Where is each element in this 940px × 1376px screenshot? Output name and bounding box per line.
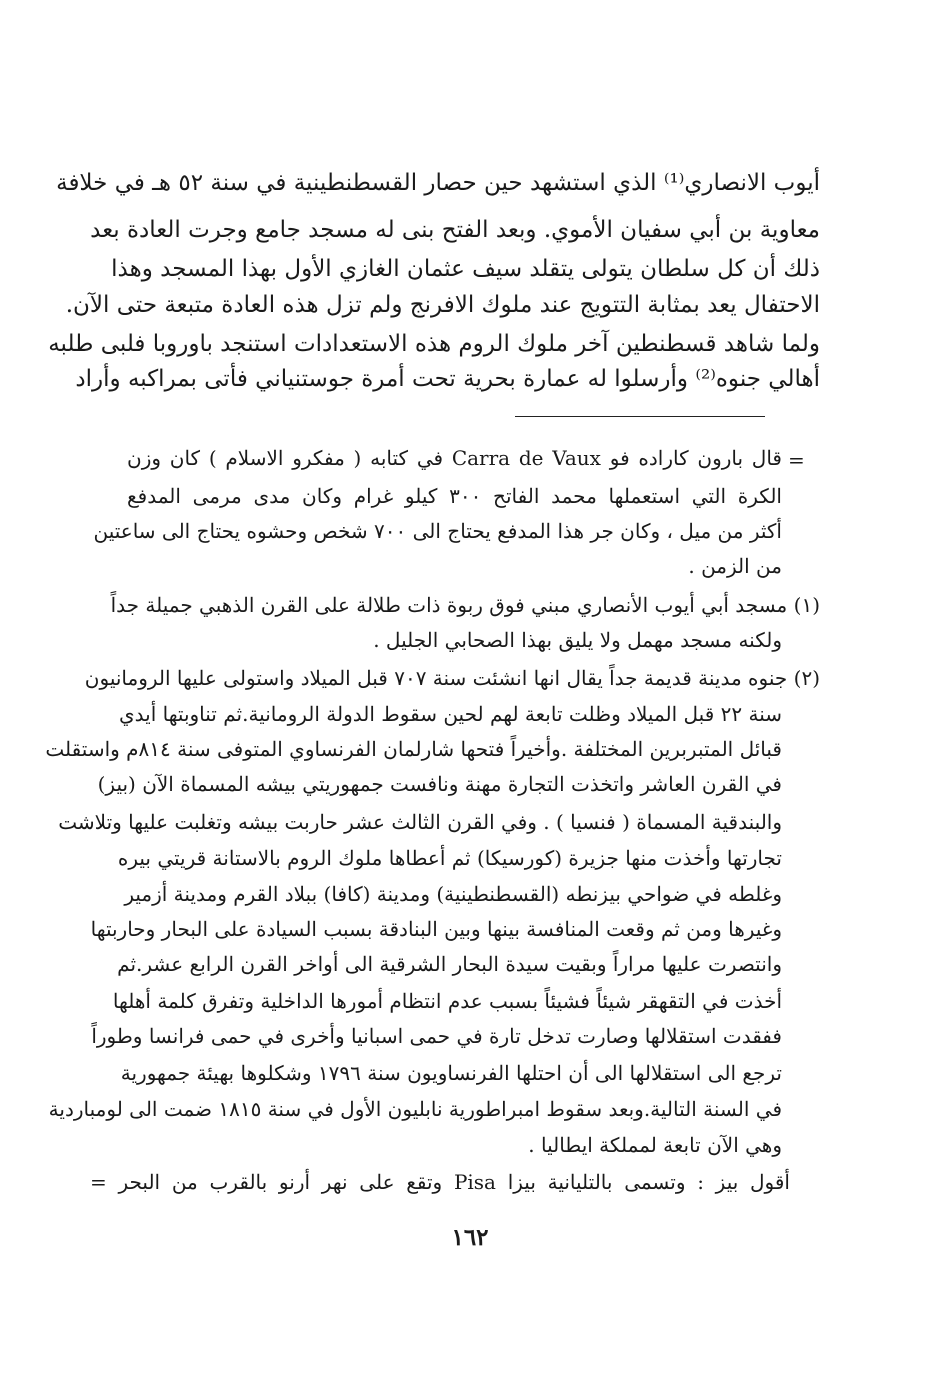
footnote-1-line: ولكنه مسجد مهمل ولا يليق بهذا الصحابي الجليل .	[373, 628, 782, 652]
footnote-cont-line: من الزمن .	[688, 554, 782, 578]
footnote-cont-line: أكثر من ميل ، وكان جر هذا المدفع يحتاج الى ٧٠٠ شخص وحشوه يحتاج الى ساعتين	[93, 519, 782, 543]
body-line: أيوب الانصاري⁽¹⁾ الذي استشهد حين حصار القسطنطينية في سنة ٥٢ هـ في خلافة	[56, 170, 820, 196]
footnote-1-line: (١) مسجد أبي أيوب الأنصاري مبني فوق ربوة ذات طلالة على القرن الذهبي جميلة جداً	[110, 593, 820, 617]
footnote-2-line: ترجع الى استقلالها الى أن احتلها الفرنساويون سنة ١٧٩٦ وشكلوها بهيئة جمهورية	[120, 1061, 782, 1085]
continuation-mark: =	[788, 448, 805, 472]
footnote-2-line: ففقدت استقلالها وصارت تدخل تارة في حمى اسبانيا وأخرى في حمى فرانسا وطوراً	[91, 1024, 782, 1048]
footnote-2-line: تجارتها وأخذت منها جزيرة (كورسيكا) ثم أعطاها ملوك الروم بالاستانة قريتي بيره	[117, 846, 782, 870]
footnote-separator	[515, 416, 765, 417]
footnote-2-line: وغلطه في ضواحي بيزنطه (القسطنطينية) ومدينة (كافا) ببلاد القرم ومدينة أزمير	[124, 882, 782, 906]
footnote-2-line: والبندقية المسماة ( فنسيا ) . وفي القرن الثالث عشر حاربت بيشه وتغلبت عليها وتلاشت	[58, 810, 782, 834]
footnote-2-line: (٢) جنوه مدينة قديمة جداً يقال انها انشئت سنة ٧٠٧ قبل الميلاد واستولى عليها الرومانيون	[84, 666, 820, 690]
footnote-2-line: سنة ٢٢ قبل الميلاد وظلت تابعة لهم لحين سقوط الدولة الرومانية.ثم تناوبتها أيدي	[118, 702, 782, 726]
footnote-cont-line: الكرة التي استعملها محمد الفاتح ٣٠٠ كيلو غرام وكان مدى مرمى المدفع	[127, 484, 782, 508]
body-line: ذلك أن كل سلطان يتولى يتقلد سيف عثمان الغازي الأول بهذا المسجد وهذا	[111, 256, 820, 282]
footnote-2-line: وانتصرت عليها مراراً وبقيت سيدة البحار الشرقية الى أواخر القرن الرابع عشر.ثم	[117, 952, 782, 976]
page-number: ١٦٢	[451, 1224, 489, 1251]
footnote-2-line: في السنة التالية.وبعد سقوط امبراطورية نابليون الأول في سنة ١٨١٥ ضمت الى لومباردية	[48, 1097, 782, 1121]
footnote-author-line: أقول بيز : وتسمى بالتليانية بيزا Pisa وتقع على نهر أرنو بالقرب من البحر =	[90, 1170, 790, 1194]
footnote-2-line: وغيرها ومن ثم وقعت المنافسة بينها وبين البنادقة بسبب السيادة على البحار وحاربتها	[90, 917, 782, 941]
body-line: ولما شاهد قسطنطين آخر ملوك الروم هذه الاستعدادات استنجد باوروبا فلبى طلبه	[48, 331, 820, 357]
body-line: الاحتفال يعد بمثابة التتويج عند ملوك الافرنج ولم تزل هذه العادة متبعة حتى الآن.	[65, 292, 820, 318]
footnote-2-line: أخذت في التقهقر شيئاً فشيئاً بسبب عدم انتظام أمورها الداخلية وتفرق كلمة أهلها	[112, 989, 782, 1013]
footnote-cont-line: قال بارون كاراده فو Carra de Vaux في كتابه ( مفكرو الاسلام ) كان وزن	[127, 446, 782, 470]
body-line: معاوية بن أبي سفيان الأموي. وبعد الفتح بنى له مسجد جامع وجرت العادة بعد	[90, 217, 820, 243]
footnote-2-line: وهي الآن تابعة لمملكة ايطاليا .	[528, 1133, 782, 1157]
footnote-2-line: في القرن العاشر واتخذت التجارة مهنة ونافست جمهوريتي بيشه المسماة الآن (بيز)	[97, 772, 782, 796]
footnote-2-line: قبائل المتبربرين المختلفة .وأخيراً فتحها شارلمان الفرنساوي المتوفى سنة ٨١٤م واستقلت	[45, 737, 782, 761]
body-line: أهالي جنوه⁽²⁾ وأرسلوا له عمارة بحرية تحت أمرة جوستنياني فأتى بمراكبه وأراد	[75, 366, 820, 392]
